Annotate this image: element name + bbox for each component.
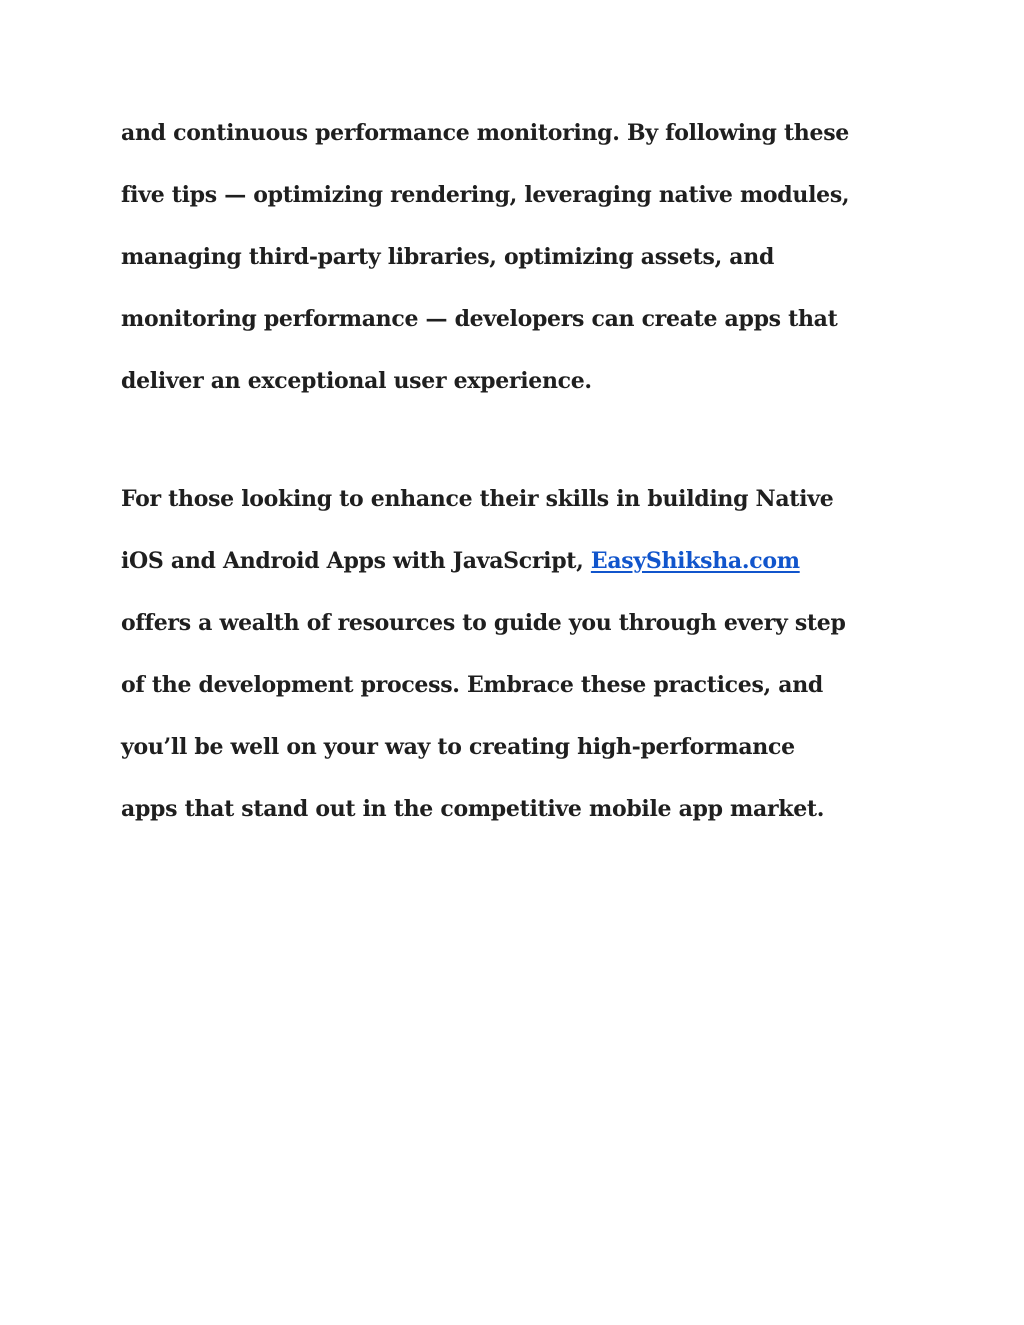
easyshiksha-link[interactable]: EasyShiksha.com [590,548,800,574]
paragraph-line: managing third-party libraries, optimizing assets, and [121,244,775,270]
paragraph-line: apps that stand out in the competitive mobile app market. [121,796,825,822]
paragraph-line: deliver an exceptional user experience. [121,368,592,394]
paragraph-line: you’ll be well on your way to creating high-performance [121,734,795,760]
paragraph-line: offers a wealth of resources to guide you through every step [121,610,846,636]
paragraph-line: For those looking to enhance their skills in building Native [121,486,834,512]
paragraph-line [121,546,800,576]
paragraph-line: of the development process. Embrace these practices, and [121,672,824,698]
paragraph-line: monitoring performance — developers can create apps that [121,306,838,332]
paragraph-line-text: iOS and Android Apps with JavaScript, [121,548,591,574]
paragraph-line: and continuous performance monitoring. By following these [121,120,849,146]
paragraph-line: five tips — optimizing rendering, leveraging native modules, [121,182,850,208]
